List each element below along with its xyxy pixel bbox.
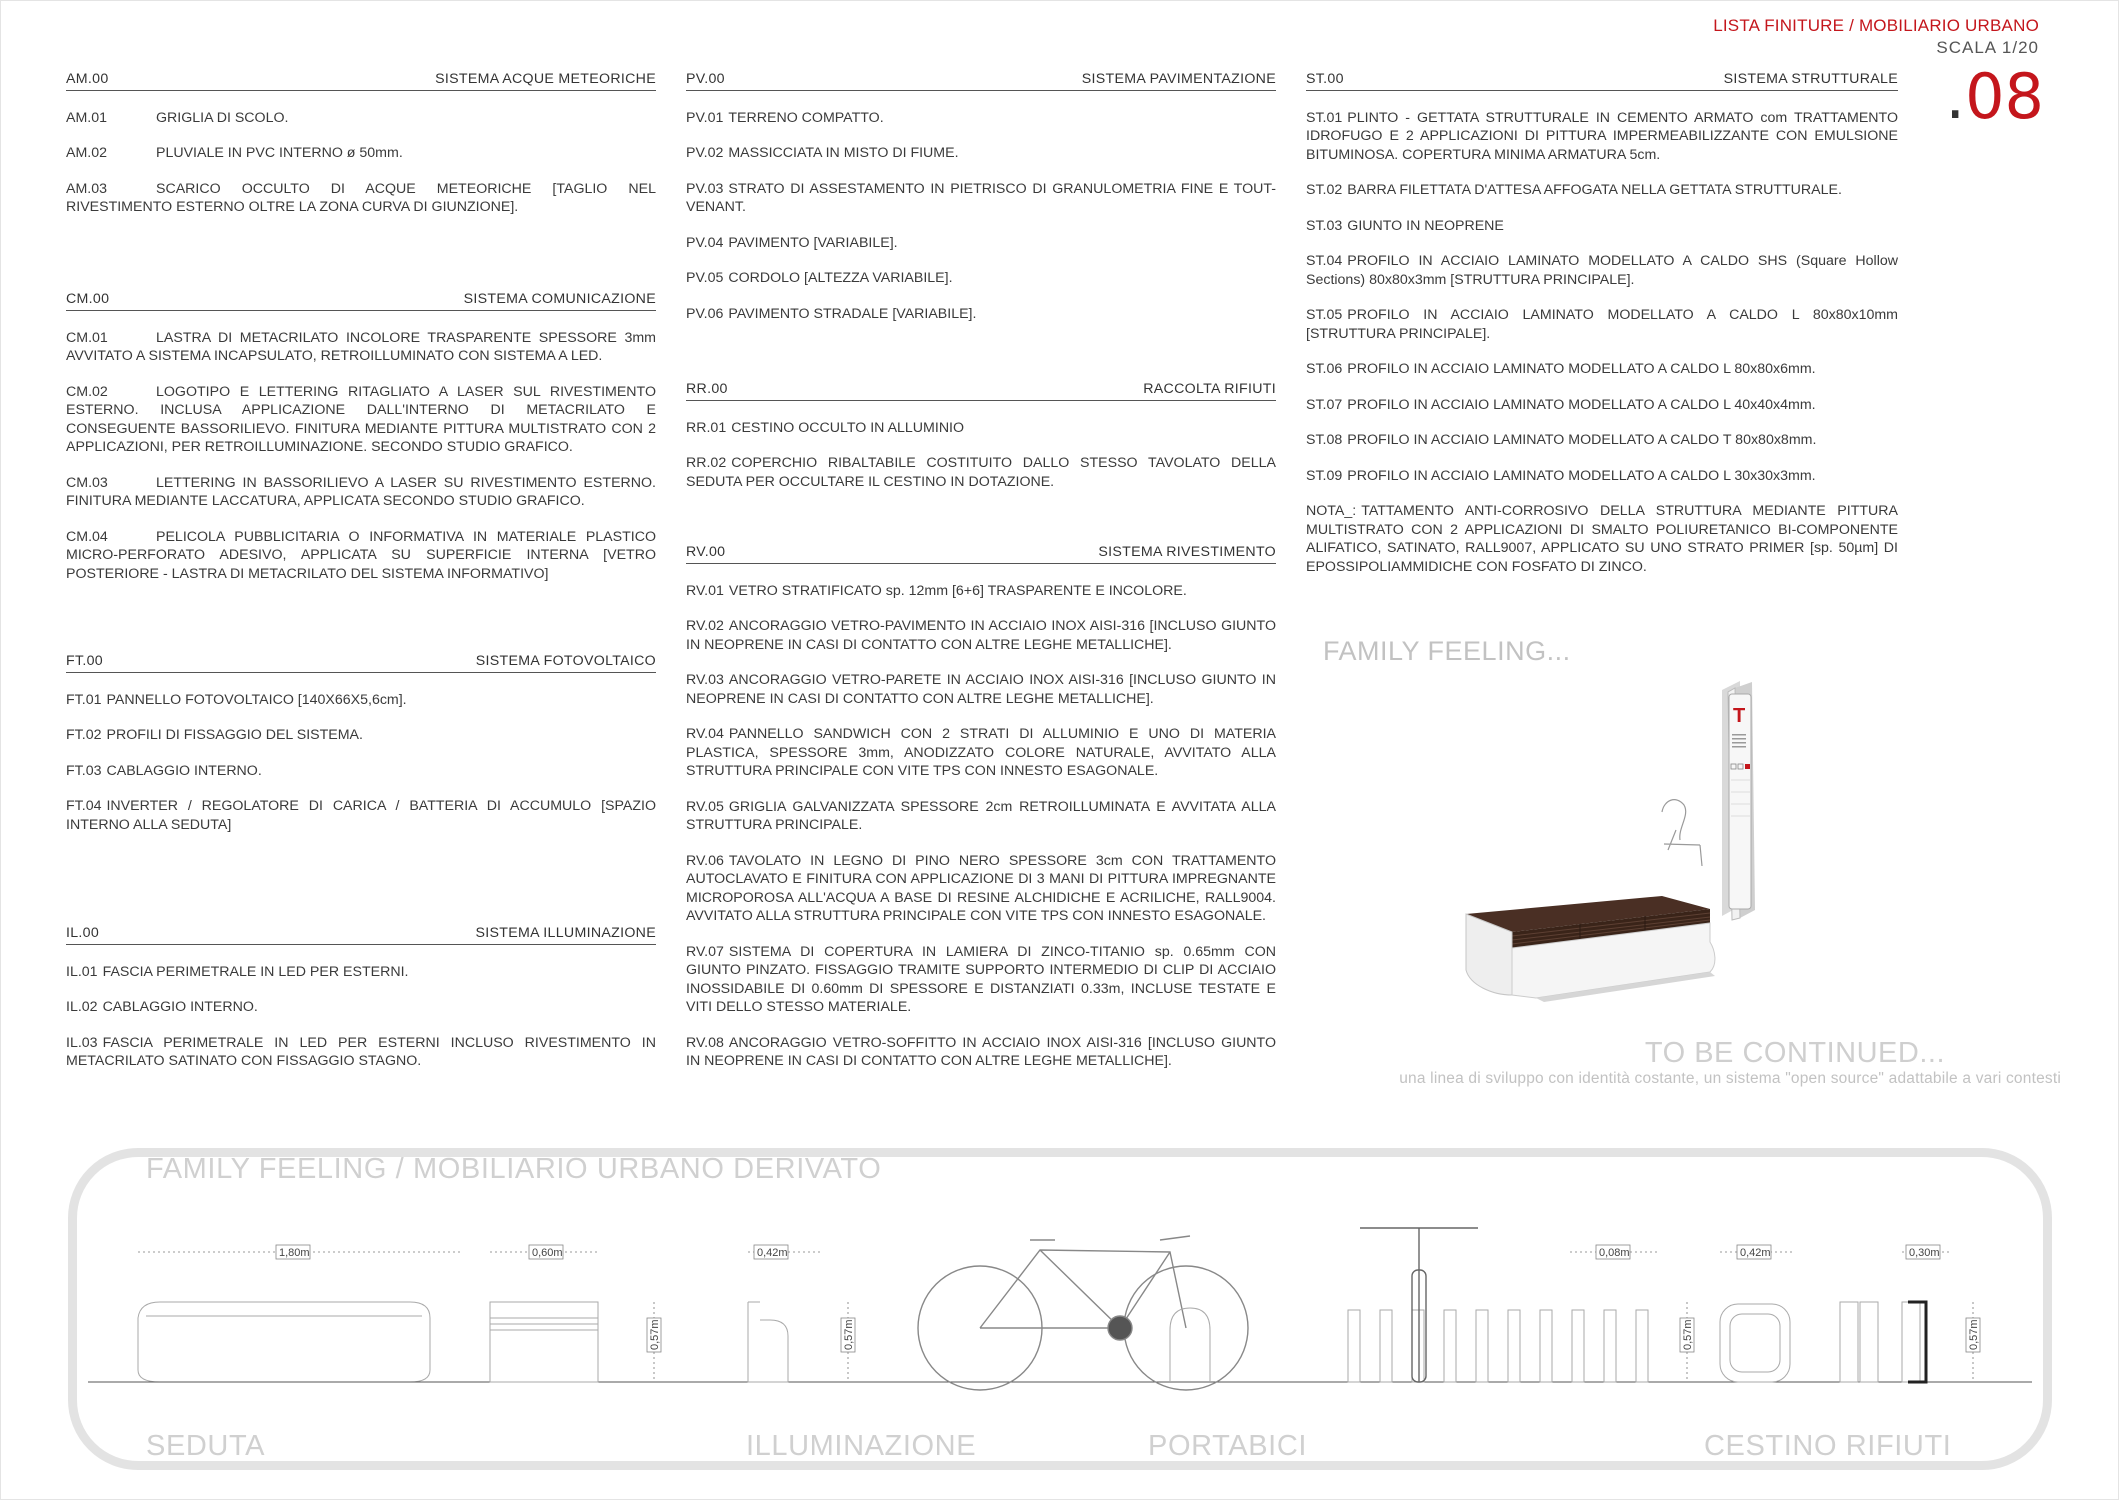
item-code: RV.02 (686, 618, 724, 634)
item-code: ST.05 (1306, 307, 1343, 323)
item-code: RV.04 (686, 726, 724, 742)
item-list (686, 582, 1276, 1071)
family-feeling-title: FAMILY FEELING... (1323, 636, 1571, 666)
item-list (686, 419, 1276, 492)
list-item (686, 617, 1276, 654)
item-text: ANCORAGGIO VETRO-PARETE IN ACCIAIO INOX AISI-316 [INCLUSO GIUNTO IN NEOPRENE IN CASI DI CONTATTO CON ALTRE LEGHE METALLICHE]. (686, 672, 1276, 707)
dim-lamp-height (841, 1302, 855, 1382)
list-item (66, 109, 656, 128)
dim-seat-depth (490, 1245, 600, 1259)
list-item (1306, 502, 1898, 576)
list-item (66, 963, 656, 982)
item-code: AM.03 (66, 180, 108, 197)
list-item (1306, 181, 1898, 200)
section-st (1306, 70, 1898, 593)
to-be-continued: TO BE CONTINUED... (1644, 1037, 1945, 1069)
item-text: PANNELLO SANDWICH CON 2 STRATI DI ALLUMINIO E UNO DI MATERIA PLASTICA, SPESSORE 3mm, ANODIZZATO COLORE NATURALE, AVVITATO ALLA STRUTTURA PRINCIPALE CON VITE TPS CON INNESTO ESAGONALE. (686, 726, 1276, 779)
list-item (686, 798, 1276, 835)
item-text: TATTAMENTO ANTI-CORROSIVO DELLA STRUTTURA MEDIANTE PITTURA MULTISTRATO CON 2 APPLICAZIONI DI SMALTO POLIURETANICO BI-COMPONENTE ALIFATICO, SATINATO, RALL9007, APPLICATO SU UNO STRATO PRIMER [sp. 50µm] DI EPOSSIPOLIAMMIDICHE CON FOSFATO DI ZINCO. (1306, 503, 1898, 575)
list-item (686, 180, 1276, 217)
item-code: CM.02 (66, 383, 108, 400)
list-item (66, 726, 656, 745)
dim-seat-height (647, 1302, 661, 1382)
derived-furniture-title: FAMILY FEELING / MOBILIARIO URBANO DERIVATO (146, 1153, 882, 1185)
item-text: PANNELLO FOTOVOLTAICO [140X66X5,6cm]. (106, 691, 407, 708)
item-code: ST.09 (1306, 467, 1343, 484)
sheet-number (1945, 60, 2044, 133)
item-text: BARRA FILETTATA D'ATTESA AFFOGATA NELLA GETTATA STRUTTURALE. (1347, 182, 1842, 198)
item-code: FT.01 (66, 691, 102, 708)
item-text: PLUVIALE IN PVC INTERNO ø 50mm. (156, 145, 403, 161)
section-rv (686, 543, 1276, 1088)
list-item (686, 419, 1276, 438)
item-code: PV.06 (686, 305, 724, 322)
bike-rack-hoop (1170, 1308, 1210, 1382)
sheet-title: LISTA FINITURE / MOBILIARIO URBANO (1713, 16, 2039, 35)
item-text: TAVOLATO IN LEGNO DI PINO NERO SPESSORE 3cm CON TRATTAMENTO AUTOCLAVATO E FINITURA CON APPLICAZIONE DI 3 MANI DI PITTURA IMPREGNANTE MICROPOROSA ALL'ACQUA A BASE DI RESINE ALCHIDICHE E ACRILICHE, RALL9004. AVVITATO ALLA STRUTTURA PRINCIPALE CON VITE TPS CON INNESTO ESAGONALE. (686, 852, 1276, 924)
dim-bin-height (1966, 1302, 1980, 1382)
list-item (686, 852, 1276, 926)
seat-front-drawing (138, 1302, 430, 1382)
item-code: RR.02 (686, 455, 727, 471)
item-code: RV.06 (686, 852, 724, 869)
dim-label: 0,57m (1968, 1319, 1980, 1350)
list-item (686, 943, 1276, 1017)
section-ft (66, 652, 656, 851)
list-item (66, 144, 656, 163)
label-seduta: SEDUTA (146, 1430, 266, 1462)
item-code: IL.03 (66, 1034, 98, 1051)
item-code: PV.01 (686, 109, 724, 126)
item-code: RV.03 (686, 672, 724, 688)
dim-label: 0,57m (1682, 1319, 1694, 1350)
item-code: PV.05 (686, 270, 724, 286)
item-text: GIUNTO IN NEOPRENE (1347, 217, 1504, 234)
list-item (1306, 252, 1898, 289)
list-item (686, 454, 1276, 491)
bin-side-drawing (1840, 1302, 1926, 1382)
dim-label: 0,08m (1599, 1247, 1630, 1259)
list-item (1306, 360, 1898, 379)
section-code: ST.00 (1306, 71, 1344, 87)
product-render (1440, 680, 1770, 1020)
item-text: FASCIA PERIMETRALE IN LED PER ESTERNI INCLUSO RIVESTIMENTO IN METACRILATO SATINATO CON FISSAGGIO STAGNO. (66, 1034, 656, 1069)
section-rr (686, 380, 1276, 508)
item-text: PROFILI DI FISSAGGIO DEL SISTEMA. (106, 727, 363, 743)
list-item (66, 329, 656, 366)
item-text: CABLAGGIO INTERNO. (102, 999, 258, 1015)
item-code: CM.03 (66, 474, 108, 491)
item-text: CESTINO OCCULTO IN ALLUMINIO (731, 419, 965, 436)
section-cm (66, 290, 656, 600)
item-list (686, 109, 1276, 324)
item-text: PROFILO IN ACCIAIO LAMINATO MODELLATO A CALDO L 40x40x4mm. (1347, 396, 1816, 413)
item-text: COPERCHIO RIBALTABILE COSTITUITO DALLO STESSO TAVOLATO DELLA SEDUTA PER OCCULTARE IL CESTINO IN DOTAZIONE. (686, 455, 1276, 490)
item-text: PROFILO IN ACCIAIO LAMINATO MODELLATO A CALDO L 80x80x10mm [STRUTTURA PRINCIPALE]. (1306, 307, 1898, 342)
dim-rack-height (1680, 1302, 1694, 1382)
item-code: PV.04 (686, 234, 724, 251)
list-item (66, 797, 656, 834)
item-code: FT.04 (66, 798, 102, 814)
bicycle-front-icon (1360, 1228, 1478, 1382)
item-text: VETRO STRATIFICATO sp. 12mm [6+6] TRASPARENTE E INCOLORE. (728, 582, 1187, 599)
list-item (1306, 396, 1898, 415)
item-code: AM.01 (66, 109, 108, 126)
list-item (686, 671, 1276, 708)
tagline: una linea di sviluppo con identità costante, un sistema "open source" adattabile a vari contesti (1399, 1070, 2061, 1087)
item-text: GRIGLIA GALVANIZZATA SPESSORE 2cm RETROILLUMINATA E AVVITATA ALLA STRUTTURA PRINCIPALE. (686, 798, 1276, 833)
totem-logo-icon: T (1733, 705, 1746, 727)
item-code: ST.01 (1306, 109, 1343, 126)
dim-label: 0,30m (1909, 1247, 1940, 1259)
item-text: PAVIMENTO [VARIABILE]. (728, 234, 898, 251)
item-code: PV.02 (686, 145, 724, 161)
item-text: STRATO DI ASSESTAMENTO IN PIETRISCO DI GRANULOMETRIA FINE E TOUT-VENANT. (686, 180, 1276, 215)
dim-rack-spacing (1570, 1245, 1660, 1259)
section-code: IL.00 (66, 925, 100, 941)
item-text: LASTRA DI METACRILATO INCOLORE TRASPARENTE SPESSORE 3mm AVVITATO A SISTEMA INCAPSULATO, RETROILLUMINATO CON SISTEMA A LED. (66, 329, 656, 364)
item-code: ST.06 (1306, 361, 1343, 377)
bike-rack-front (1348, 1310, 1648, 1382)
section-code: PV.00 (686, 71, 725, 87)
bin-drawing (1720, 1304, 1790, 1382)
item-text: LOGOTIPO E LETTERING RITAGLIATO A LASER SUL RIVESTIMENTO ESTERNO. INCLUSA APPLICAZIONE DALL'INTERNO DI METACRILATO E CONSEGUENTE BASSORILIEVO. FINITURA MEDIANTE PITTURA MULTISTRATO CON 2 APPLICAZIONI, PER RETROILLUMINAZIONE. SECONDO STUDIO GRAFICO. (66, 383, 656, 455)
section-header (686, 380, 1276, 401)
section-header (66, 652, 656, 673)
list-item (1306, 306, 1898, 343)
lamp-drawing (748, 1302, 788, 1382)
section-code: RV.00 (686, 544, 726, 560)
item-text: SISTEMA DI COPERTURA IN LAMIERA DI ZINCO-TITANIO sp. 0.65mm CON GIUNTO PINZATO. FISSAGGIO TRAMITE SUPPORTO INTERMEDIO DI CLIP DI ACCIAIO INOSSIDABILE DI 0.60mm DI SPESSORE E DISTANZIATI 0.33m, INCLUSE TESTATE E VITI DELLO STESSO MATERIALE. (686, 943, 1276, 1015)
item-text: PROFILO IN ACCIAIO LAMINATO MODELLATO A CALDO T 80x80x8mm. (1347, 432, 1817, 448)
list-item (686, 305, 1276, 324)
section-il (66, 924, 656, 1088)
dim-lamp-width (748, 1245, 820, 1259)
list-item (66, 528, 656, 584)
dim-label: 0,60m (532, 1247, 563, 1259)
item-text: MASSICCIATA IN MISTO DI FIUME. (728, 145, 959, 161)
item-code: FT.03 (66, 762, 102, 779)
item-text: CABLAGGIO INTERNO. (106, 762, 262, 779)
label-cestino-rifiuti: CESTINO RIFIUTI (1704, 1430, 1952, 1462)
dim-seat-length (138, 1245, 460, 1259)
item-text: INVERTER / REGOLATORE DI CARICA / BATTERIA DI ACCUMULO [SPAZIO INTERNO ALLA SEDUTA] (66, 798, 656, 833)
section-code: FT.00 (66, 653, 103, 669)
list-item (66, 474, 656, 511)
list-item (66, 691, 656, 710)
item-text: LETTERING IN BASSORILIEVO A LASER SU RIVESTIMENTO ESTERNO. FINITURA MEDIANTE LACCATURA, APPLICATA SECONDO STUDIO GRAFICO. (66, 474, 656, 509)
item-code: RV.08 (686, 1034, 724, 1051)
section-title: SISTEMA PAVIMENTAZIONE (1081, 71, 1276, 87)
section-title: SISTEMA ILLUMINAZIONE (475, 925, 656, 941)
item-code: IL.01 (66, 963, 98, 980)
item-list (1306, 109, 1898, 577)
item-code: RV.07 (686, 943, 724, 960)
dim-label: 1,80m (279, 1247, 310, 1259)
item-list (66, 963, 656, 1071)
item-text: CORDOLO [ALTEZZA VARIABILE]. (728, 270, 953, 286)
item-list (66, 691, 656, 835)
item-text: PROFILO IN ACCIAIO LAMINATO MODELLATO A CALDO SHS (Square Hollow Sections) 80x80x3mm [STRUTTURA PRINCIPALE]. (1306, 253, 1898, 288)
sheet-number-value: 08 (1965, 60, 2044, 133)
item-text: ANCORAGGIO VETRO-PAVIMENTO IN ACCIAIO INOX AISI-316 [INCLUSO GIUNTO IN NEOPRENE IN CASI DI CONTATTO CON ALTRE LEGHE METALLICHE]. (686, 618, 1276, 653)
item-text: TERRENO COMPATTO. (728, 109, 884, 126)
item-code: ST.08 (1306, 432, 1343, 448)
item-text: GRIGLIA DI SCOLO. (156, 109, 289, 126)
list-item (1306, 109, 1898, 165)
section-am (66, 70, 656, 234)
list-item (686, 109, 1276, 128)
list-item (686, 1034, 1276, 1071)
dim-label: 0,42m (757, 1247, 788, 1259)
section-title: SISTEMA COMUNICAZIONE (463, 291, 656, 307)
section-header (1306, 70, 1898, 91)
derived-furniture-drawings (80, 1210, 2040, 1400)
sheet-number-dot: . (1945, 60, 1966, 133)
item-code: RV.01 (686, 582, 724, 599)
section-code: CM.00 (66, 291, 110, 307)
item-code: ST.04 (1306, 253, 1343, 269)
item-code: ST.07 (1306, 396, 1343, 413)
dim-label: 0,57m (649, 1319, 661, 1350)
item-text: SCARICO OCCULTO DI ACQUE METEORICHE [TAGLIO NEL RIVESTIMENTO ESTERNO OLTRE LA ZONA CURVA DI GIUNZIONE]. (66, 180, 656, 215)
dim-bin-depth (1902, 1245, 1952, 1259)
list-item (686, 582, 1276, 601)
list-item (66, 762, 656, 781)
dim-label: 0,42m (1740, 1247, 1771, 1259)
list-item (66, 180, 656, 217)
section-header (686, 70, 1276, 91)
list-item (1306, 467, 1898, 486)
item-code: NOTA_: (1306, 503, 1357, 519)
item-list (66, 329, 656, 584)
seat-side-drawing (490, 1302, 598, 1382)
section-title: SISTEMA STRUTTURALE (1723, 71, 1898, 87)
person-sketch (1662, 800, 1702, 866)
item-text: PROFILO IN ACCIAIO LAMINATO MODELLATO A CALDO L 30x30x3mm. (1347, 467, 1816, 484)
item-text: FASCIA PERIMETRALE IN LED PER ESTERNI. (102, 963, 409, 980)
item-text: ANCORAGGIO VETRO-SOFFITTO IN ACCIAIO INOX AISI-316 [INCLUSO GIUNTO IN NEOPRENE IN CASI DI CONTATTO CON ALTRE LEGHE METALLICHE]. (686, 1034, 1276, 1069)
item-code: CM.04 (66, 528, 108, 545)
item-text: PELICOLA PUBBLICITARIA O INFORMATIVA IN MATERIALE PLASTICO MICRO-PERFORATO ADESIVO, APPLICATA SU SUPERFICIE INTERNA [VETRO POSTERIORE - LASTRA DI METACRILATO DEL SISTEMA INFORMATIVO] (66, 528, 656, 582)
list-item (686, 234, 1276, 253)
list-item (1306, 431, 1898, 450)
list-item (686, 725, 1276, 781)
list-item (686, 269, 1276, 288)
item-code: FT.02 (66, 727, 102, 743)
item-code: ST.03 (1306, 217, 1343, 234)
dim-bin-width (1720, 1245, 1792, 1259)
section-header (686, 543, 1276, 564)
dim-label: 0,57m (843, 1319, 855, 1350)
section-title: SISTEMA RIVESTIMENTO (1098, 544, 1276, 560)
item-code: CM.01 (66, 329, 108, 346)
label-portabici: PORTABICI (1148, 1430, 1308, 1462)
item-text: PROFILO IN ACCIAIO LAMINATO MODELLATO A CALDO L 80x80x6mm. (1347, 361, 1816, 377)
section-pv (686, 70, 1276, 340)
item-list (66, 109, 656, 217)
list-item (686, 144, 1276, 163)
list-item (66, 1034, 656, 1071)
item-code: AM.02 (66, 145, 108, 161)
section-header (66, 290, 656, 311)
list-item (66, 383, 656, 457)
section-title: SISTEMA FOTOVOLTAICO (475, 653, 656, 669)
sheet-scale: SCALA 1/20 (1936, 38, 2039, 57)
section-title: RACCOLTA RIFIUTI (1143, 381, 1276, 397)
section-code: AM.00 (66, 71, 109, 87)
section-code: RR.00 (686, 381, 728, 397)
list-item (1306, 217, 1898, 236)
item-text: PAVIMENTO STRADALE [VARIABILE]. (728, 305, 977, 322)
item-code: RR.01 (686, 419, 727, 436)
item-text: PLINTO - GETTATA STRUTTURALE IN CEMENTO ARMATO com TRATTAMENTO IDROFUGO E 2 APPLICAZIONI DI PITTURA IMPERMEABILIZZANTE CON EMULSIONE BITUMINOSA. COPERTURA MINIMA ARMATURA 5cm. (1306, 109, 1898, 163)
label-illuminazione: ILLUMINAZIONE (746, 1430, 977, 1462)
section-title: SISTEMA ACQUE METEORICHE (435, 71, 656, 87)
item-code: IL.02 (66, 999, 98, 1015)
section-header (66, 924, 656, 945)
bicycle-side-icon (918, 1236, 1248, 1390)
item-code: RV.05 (686, 798, 724, 815)
item-code: PV.03 (686, 180, 724, 197)
list-item (66, 998, 656, 1017)
section-header (66, 70, 656, 91)
item-code: ST.02 (1306, 182, 1343, 198)
